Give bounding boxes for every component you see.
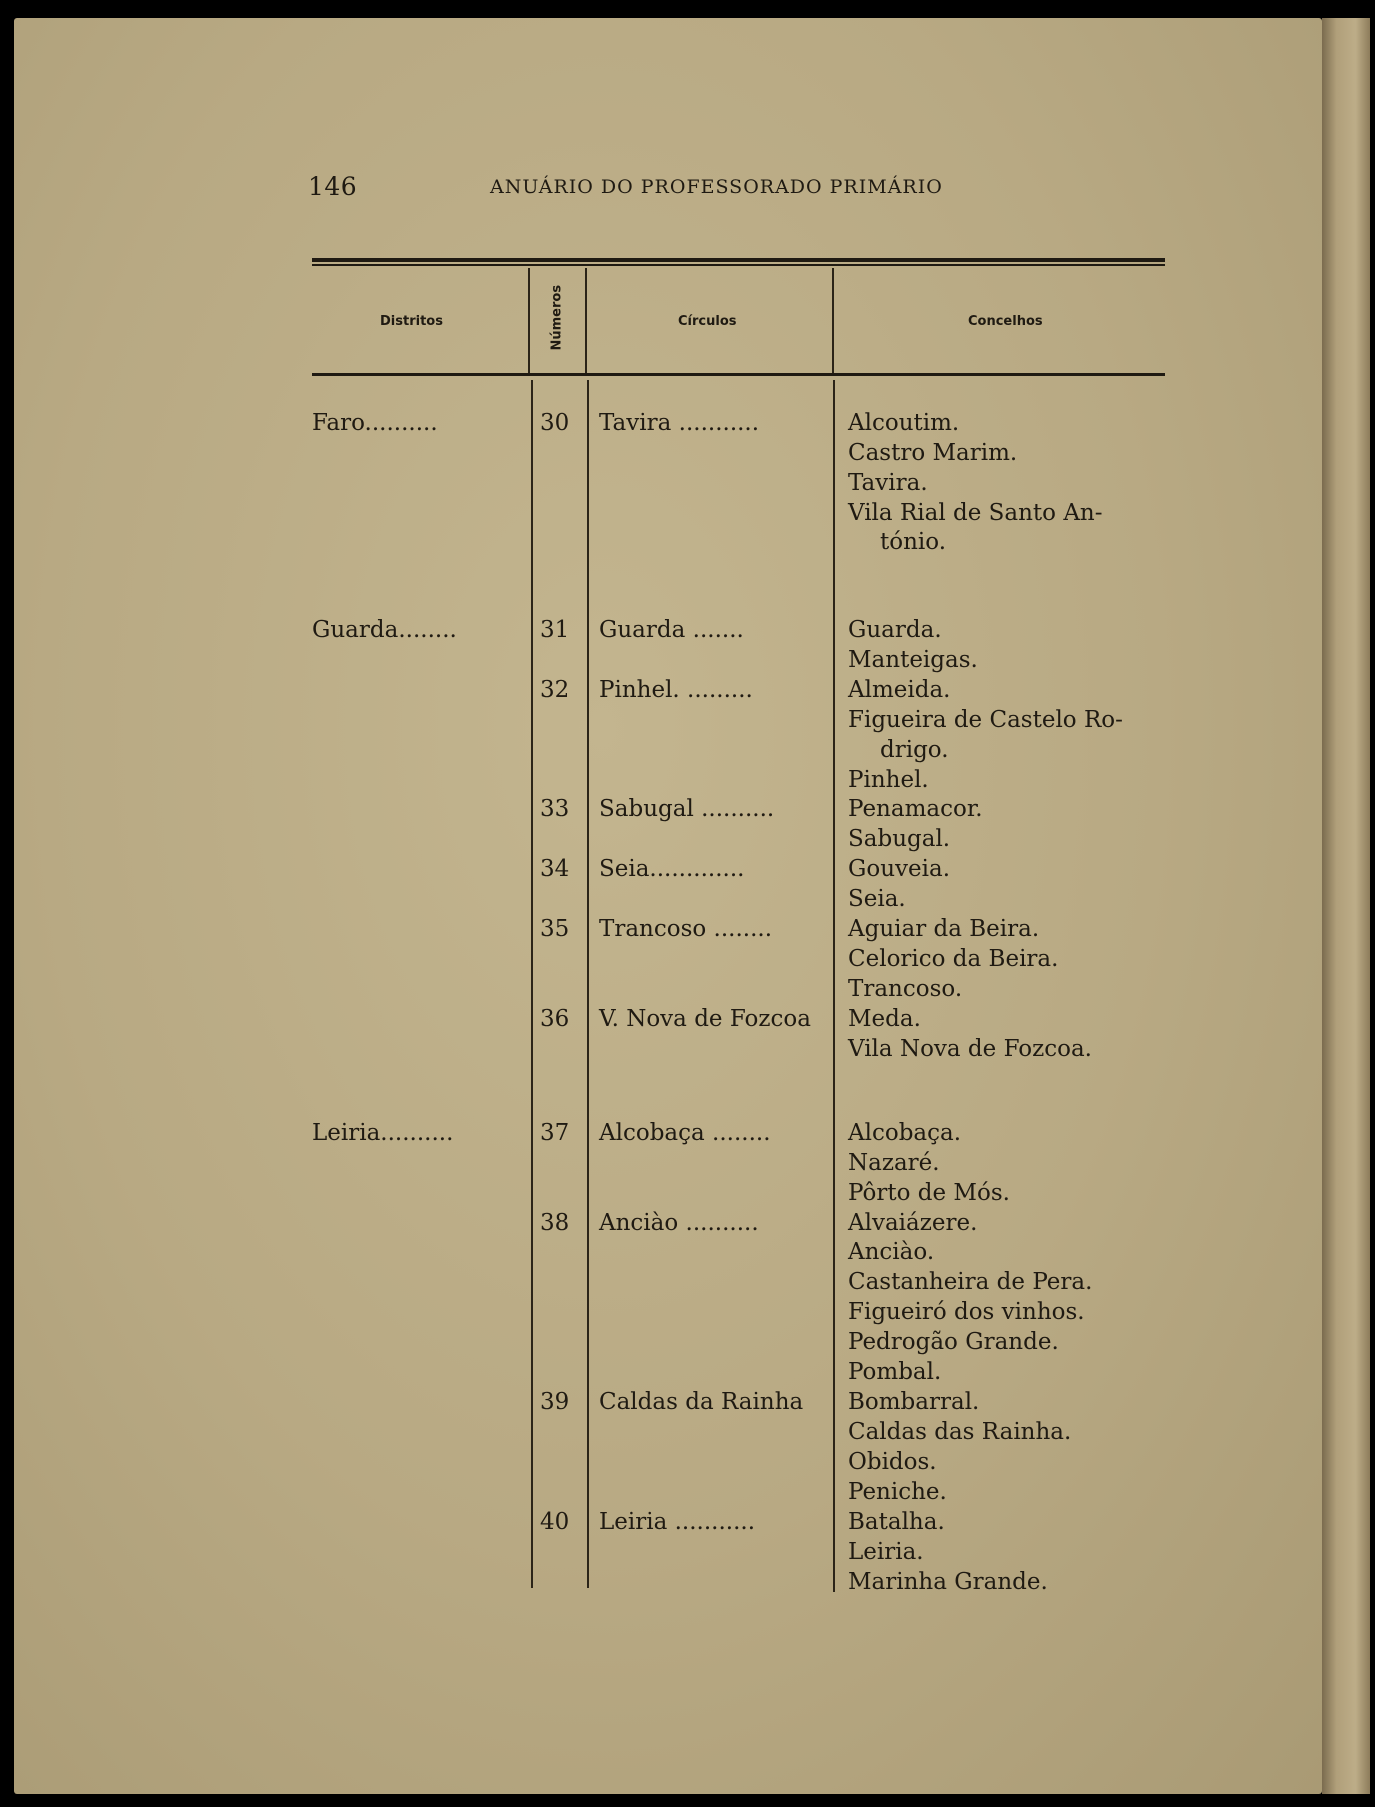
header-divider-3	[832, 268, 834, 373]
distrito-cell: Guarda........	[312, 617, 457, 643]
distrito-cell: Faro..........	[312, 410, 438, 436]
numero-cell: 39	[540, 1389, 570, 1415]
concelho-cell: Obidos.	[848, 1449, 937, 1475]
concelho-cell: Sabugal.	[848, 826, 951, 852]
concelho-cell: Vila Rial de Santo An-	[848, 500, 1103, 526]
concelho-cell: Pombal.	[848, 1359, 942, 1385]
top-rule-thin	[312, 264, 1165, 266]
concelho-cell: Figueiró dos vinhos.	[848, 1299, 1085, 1325]
concelho-cell: Alcoutim.	[848, 410, 960, 436]
concelho-cell: Tavira.	[848, 470, 928, 496]
circulo-cell: Guarda .......	[599, 617, 744, 643]
numero-cell: 37	[540, 1120, 570, 1146]
concelho-cell: Nazaré.	[848, 1150, 940, 1176]
concelho-cell: Penamacor.	[848, 796, 983, 822]
concelho-cell: drigo.	[880, 737, 949, 763]
numero-cell: 32	[540, 677, 570, 703]
concelho-cell: Caldas das Rainha.	[848, 1419, 1072, 1445]
circulo-cell: Alcobaça ........	[599, 1120, 771, 1146]
col-head-numeros: Números	[549, 284, 565, 351]
numero-cell: 40	[540, 1509, 570, 1535]
concelho-cell: Castro Marim.	[848, 440, 1018, 466]
numero-cell: 33	[540, 796, 570, 822]
numero-cell: 38	[540, 1210, 570, 1236]
circulo-cell: Tavira ...........	[599, 410, 760, 436]
body-divider-3	[833, 380, 835, 1592]
body-divider-2	[587, 380, 589, 1588]
concelho-cell: Celorico da Beira.	[848, 946, 1059, 972]
numero-cell: 31	[540, 617, 570, 643]
circulo-cell: Seia.............	[599, 856, 745, 882]
concelho-cell: Almeida.	[848, 677, 951, 703]
page-title: ANUÁRIO DO PROFESSORADO PRIMÁRIO	[490, 176, 943, 198]
concelho-cell: Alvaiázere.	[848, 1210, 978, 1236]
circulo-cell: Leiria ...........	[599, 1509, 756, 1535]
numero-cell: 34	[540, 856, 570, 882]
numero-cell: 30	[540, 410, 570, 436]
concelho-cell: Guarda.	[848, 617, 942, 643]
concelho-cell: Bombarral.	[848, 1389, 980, 1415]
numero-cell: 36	[540, 1006, 570, 1032]
concelho-cell: Alcobaça.	[848, 1120, 962, 1146]
header-divider-1	[528, 268, 530, 373]
concelho-cell: Marinha Grande.	[848, 1569, 1048, 1595]
concelho-cell: Batalha.	[848, 1509, 945, 1535]
concelho-cell: Pedrogão Grande.	[848, 1329, 1059, 1355]
concelho-cell: Peniche.	[848, 1479, 947, 1505]
col-head-distritos: Distritos	[380, 314, 443, 329]
numero-cell: 35	[540, 916, 570, 942]
concelho-cell: Figueira de Castelo Ro-	[848, 707, 1123, 733]
concelho-cell: Pinhel.	[848, 767, 929, 793]
circulo-cell: Pinhel. .........	[599, 677, 753, 703]
col-head-circulos: Círculos	[678, 314, 737, 329]
circulo-cell: V. Nova de Fozcoa	[599, 1006, 811, 1032]
concelho-cell: tónio.	[880, 529, 947, 555]
concelho-cell: Leiria.	[848, 1539, 924, 1565]
concelho-cell: Gouveia.	[848, 856, 951, 882]
concelho-cell: Aguiar da Beira.	[848, 916, 1040, 942]
circulo-cell: Sabugal ..........	[599, 796, 775, 822]
concelho-cell: Anciào.	[848, 1239, 935, 1265]
body-divider-1	[531, 380, 533, 1588]
top-rule	[312, 258, 1165, 262]
circulo-cell: Caldas da Rainha	[599, 1389, 804, 1415]
header-divider-2	[585, 268, 587, 373]
header-bottom-rule	[312, 373, 1165, 376]
distrito-cell: Leiria..........	[312, 1120, 454, 1146]
page-number: 146	[308, 172, 358, 201]
concelho-cell: Castanheira de Pera.	[848, 1269, 1093, 1295]
circulo-cell: Trancoso ........	[599, 916, 773, 942]
next-page-edge	[1322, 18, 1370, 1794]
concelho-cell: Meda.	[848, 1006, 921, 1032]
concelho-cell: Trancoso.	[848, 976, 963, 1002]
concelho-cell: Seia.	[848, 886, 906, 912]
col-head-concelhos: Concelhos	[968, 314, 1043, 329]
concelho-cell: Manteigas.	[848, 647, 978, 673]
concelho-cell: Pôrto de Mós.	[848, 1180, 1010, 1206]
concelho-cell: Vila Nova de Fozcoa.	[848, 1036, 1092, 1062]
circulo-cell: Anciào ..........	[599, 1210, 759, 1236]
